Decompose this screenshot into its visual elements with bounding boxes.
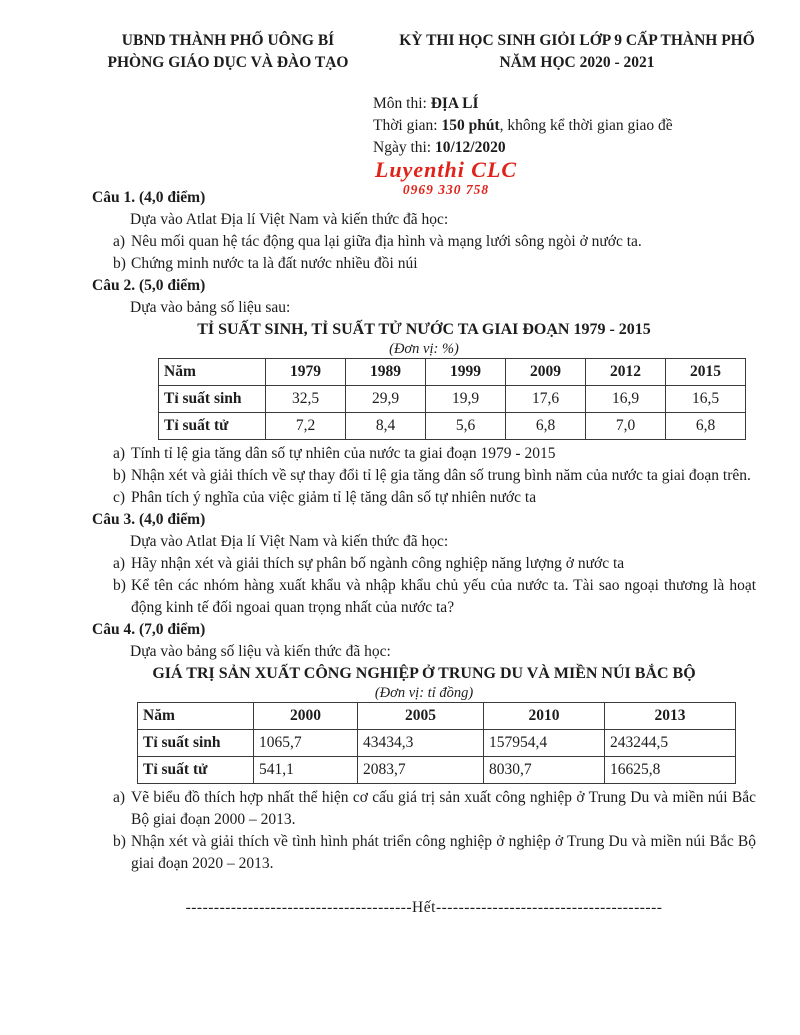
item-text: Nhận xét và giải thích về tình hình phát triển công nghiệp ở nghiệp ở Trung Du và miền núi Bắc Bộ giai đoạn 2020 – 2013. bbox=[131, 833, 756, 872]
table-header-cell: 2000 bbox=[254, 703, 358, 730]
item-text: Phân tích ý nghĩa của việc giảm tỉ lệ tăng dân số tự nhiên nước ta bbox=[131, 489, 537, 506]
cell-value: 29,9 bbox=[346, 386, 426, 413]
cell-value: 5,6 bbox=[426, 413, 506, 440]
table-row bbox=[159, 386, 746, 413]
question2-intro: Dựa vào bảng số liệu sau: bbox=[130, 299, 291, 316]
item-marker: b) bbox=[113, 255, 126, 272]
question1-intro: Dựa vào Atlat Địa lí Việt Nam và kiến thức đã học: bbox=[130, 211, 449, 228]
subject-line bbox=[373, 93, 756, 115]
table-row bbox=[159, 413, 746, 440]
item-text: Vẽ biểu đồ thích hợp nhất thể hiện cơ cấu giá trị sản xuất công nghiệp ở Trung Du và miền núi Bắc Bộ giai đoạn 2000 – 2013. bbox=[131, 789, 756, 828]
exam-title-line1: KỲ THI HỌC SINH GIỎI LỚP 9 CẤP THÀNH PHỐ bbox=[399, 32, 755, 49]
row-label: Tỉ suất sinh bbox=[159, 386, 266, 413]
item-marker: b) bbox=[113, 833, 126, 850]
subject-value: ĐỊA LÍ bbox=[430, 95, 479, 112]
table-row bbox=[138, 730, 736, 757]
table-header-cell: 2015 bbox=[666, 359, 746, 386]
row-label: Tỉ suất tử bbox=[138, 757, 254, 784]
table-header-row bbox=[159, 359, 746, 386]
cell-value: 17,6 bbox=[506, 386, 586, 413]
cell-value: 16625,8 bbox=[605, 757, 736, 784]
table-header-row bbox=[138, 703, 736, 730]
cell-value: 6,8 bbox=[666, 413, 746, 440]
cell-value: 19,9 bbox=[426, 386, 506, 413]
item-marker: a) bbox=[113, 789, 126, 806]
cell-value: 6,8 bbox=[506, 413, 586, 440]
question4-heading: Câu 4. (7,0 điểm) bbox=[92, 621, 206, 638]
question4-intro: Dựa vào bảng số liệu và kiến thức đã học: bbox=[130, 643, 391, 660]
cell-value: 8030,7 bbox=[484, 757, 605, 784]
question2-item-c bbox=[113, 487, 756, 509]
birth-death-rate-table bbox=[158, 358, 746, 440]
question3-intro: Dựa vào Atlat Địa lí Việt Nam và kiến thức đã học: bbox=[130, 533, 449, 550]
industrial-production-table bbox=[137, 702, 736, 784]
authority-line2: PHÒNG GIÁO DỤC VÀ ĐÀO TẠO bbox=[107, 54, 349, 71]
issuing-authority bbox=[92, 30, 364, 74]
date-label: Ngày thi: bbox=[373, 139, 435, 156]
date-value: 10/12/2020 bbox=[435, 139, 506, 156]
cell-value: 8,4 bbox=[346, 413, 426, 440]
item-text: Nhận xét và giải thích về sự thay đổi tỉ lệ gia tăng dân số trung bình năm của nước ta giai đoạn trên. bbox=[131, 467, 751, 484]
item-text: Hãy nhận xét và giải thích sự phân bố ngành công nghiệp năng lượng ở nước ta bbox=[131, 555, 625, 572]
cell-value: 7,2 bbox=[266, 413, 346, 440]
cell-value: 157954,4 bbox=[484, 730, 605, 757]
table1-title: TỈ SUẤT SINH, TỈ SUẤT TỬ NƯỚC TA GIAI ĐOẠN 1979 - 2015 bbox=[197, 321, 651, 338]
subject-label: Môn thi: bbox=[373, 95, 431, 112]
table-header-cell: 1999 bbox=[426, 359, 506, 386]
exam-title-block bbox=[376, 30, 778, 74]
item-text: Kể tên các nhóm hàng xuất khẩu và nhập khẩu chủ yếu của nước ta. Tài sao ngoại thương là hoạt động kinh tế đối ngoai quan trọng nhất của nước ta? bbox=[131, 577, 756, 616]
row-label: Tỉ suất sinh bbox=[138, 730, 254, 757]
item-marker: b) bbox=[113, 577, 126, 594]
duration-label: Thời gian: bbox=[373, 117, 442, 134]
cell-value: 32,5 bbox=[266, 386, 346, 413]
item-marker: a) bbox=[113, 445, 126, 462]
question4-item-b bbox=[113, 831, 756, 875]
question2-item-b bbox=[113, 465, 756, 487]
question1-item-b bbox=[113, 253, 756, 275]
end-of-exam-line: ----------------------------------------Hết---------------------------------------- bbox=[185, 899, 663, 916]
table-header-cell: 2013 bbox=[605, 703, 736, 730]
table-header-cell: 2012 bbox=[586, 359, 666, 386]
duration-note: , không kể thời gian giao đề bbox=[499, 117, 673, 134]
authority-line1: UBND THÀNH PHỐ UÔNG BÍ bbox=[121, 32, 335, 49]
table-header-cell: 2005 bbox=[358, 703, 484, 730]
table1-unit: (Đơn vị: %) bbox=[389, 341, 459, 357]
watermark-phone: 0969 330 758 bbox=[402, 182, 490, 197]
question2-item-a bbox=[113, 443, 756, 465]
document-header bbox=[92, 30, 756, 74]
exam-info-block bbox=[373, 93, 756, 159]
question1-heading: Câu 1. (4,0 điểm) bbox=[92, 189, 206, 206]
item-marker: c) bbox=[113, 489, 126, 506]
watermark-brand: Luyenthi CLC bbox=[374, 157, 518, 182]
table-header-cell: Năm bbox=[138, 703, 254, 730]
exam-title-line2: NĂM HỌC 2020 - 2021 bbox=[499, 54, 655, 71]
question3-heading: Câu 3. (4,0 điểm) bbox=[92, 511, 206, 528]
item-marker: a) bbox=[113, 555, 126, 572]
date-line bbox=[373, 137, 756, 159]
cell-value: 7,0 bbox=[586, 413, 666, 440]
table-header-cell: 1979 bbox=[266, 359, 346, 386]
table-header-cell: 2010 bbox=[484, 703, 605, 730]
table2-unit: (Đơn vị: tỉ đồng) bbox=[374, 685, 474, 701]
table2-title: GIÁ TRỊ SẢN XUẤT CÔNG NGHIỆP Ở TRUNG DU VÀ MIỀN NÚI BẮC BỘ bbox=[152, 665, 696, 682]
table-header-cell: 2009 bbox=[506, 359, 586, 386]
cell-value: 2083,7 bbox=[358, 757, 484, 784]
table-header-cell: Năm bbox=[159, 359, 266, 386]
question3-item-b bbox=[113, 575, 756, 619]
question1-item-a bbox=[113, 231, 756, 253]
item-marker: b) bbox=[113, 467, 126, 484]
cell-value: 16,5 bbox=[666, 386, 746, 413]
item-text: Chứng minh nước ta là đất nước nhiều đồi núi bbox=[131, 255, 418, 272]
row-label: Tỉ suất tử bbox=[159, 413, 266, 440]
table-header-cell: 1989 bbox=[346, 359, 426, 386]
question2-heading: Câu 2. (5,0 điểm) bbox=[92, 277, 206, 294]
item-marker: a) bbox=[113, 233, 126, 250]
table-row bbox=[138, 757, 736, 784]
item-text: Nêu mối quan hệ tác động qua lại giữa địa hình và mạng lưới sông ngòi ở nước ta. bbox=[131, 233, 642, 250]
cell-value: 541,1 bbox=[254, 757, 358, 784]
cell-value: 243244,5 bbox=[605, 730, 736, 757]
cell-value: 43434,3 bbox=[358, 730, 484, 757]
duration-line bbox=[373, 115, 756, 137]
duration-value: 150 phút bbox=[441, 117, 500, 134]
cell-value: 1065,7 bbox=[254, 730, 358, 757]
item-text: Tính tỉ lệ gia tăng dân số tự nhiên của nước ta giai đoạn 1979 - 2015 bbox=[131, 445, 556, 462]
cell-value: 16,9 bbox=[586, 386, 666, 413]
question3-item-a bbox=[113, 553, 756, 575]
question4-item-a bbox=[113, 787, 756, 831]
